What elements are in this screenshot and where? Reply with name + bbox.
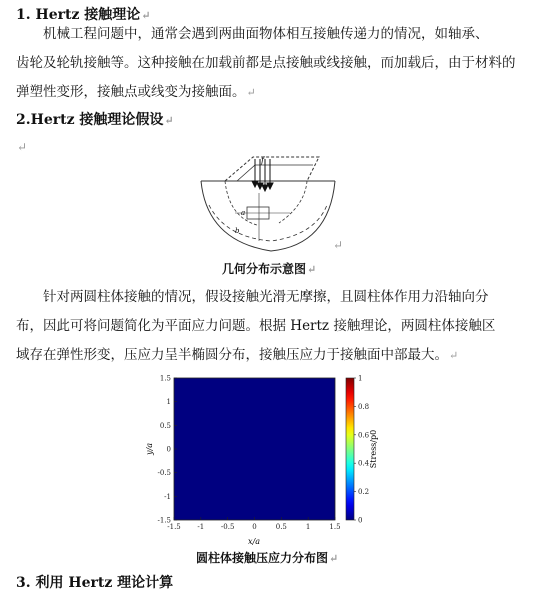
paragraph-mark: ↵	[246, 86, 256, 99]
colorbar-tick-label: 0.6	[358, 431, 370, 440]
paragraph-1	[16, 20, 516, 107]
y-tick-label: 1	[166, 398, 171, 407]
paragraph-mark: ↵	[329, 552, 339, 565]
x-axis-label: x/a	[248, 537, 260, 546]
colorbar	[346, 378, 354, 520]
paragraph-1-line-2: 齿轮及轮轨接触等。这种接触在加载前都是点接触或线接触，而加载后，由于材料的	[16, 55, 516, 71]
x-tick-label: -0.5	[220, 523, 235, 531]
paragraph-mark: ↵	[164, 114, 174, 127]
colorbar-tick-label: 0	[358, 516, 363, 525]
force-label: f	[261, 156, 264, 165]
paragraph-1-line-1: 机械工程问题中，通常会遇到两曲面物体相互接触传递力的情况，如轴承、	[43, 26, 489, 42]
paragraph-2-line-3: 域存在弹性形变，压应力呈半椭圆分布，接触压应力于接触面中部最大。	[16, 347, 448, 363]
paragraph-2-line-1: 针对两圆柱体接触的情况，假设接触光滑无摩擦，且圆柱体作用力沿轴向分	[43, 289, 489, 305]
paragraph-mark: ↵	[307, 263, 317, 276]
colorbar-tick-label: 0.2	[358, 488, 370, 497]
heatmap-plot-area	[174, 378, 335, 520]
paragraph-mark: ↵	[141, 9, 151, 22]
y-tick-label: 0	[166, 445, 171, 454]
y-tick-label: -1	[164, 492, 171, 501]
figure-2-caption: 圆柱体接触压应力分布图↵	[196, 551, 339, 565]
geometry-diagram	[195, 153, 355, 258]
colorbar-tick-label: 0.8	[358, 402, 370, 411]
paragraph-2	[16, 283, 495, 370]
x-tick-label: -1.5	[167, 523, 181, 531]
blank-paragraph-mark: ↵	[17, 140, 28, 154]
paragraph-mark: ↵	[449, 349, 459, 362]
colorbar-tick-label: 1	[358, 374, 363, 383]
y-tick-label: 1.5	[159, 374, 171, 383]
label-b: b	[235, 227, 240, 235]
x-tick-label: 0	[252, 523, 257, 531]
y-axis-label: y/a	[145, 443, 154, 455]
x-tick-label: 1.5	[329, 523, 341, 531]
colorbar-tick-label: 0.4	[358, 459, 370, 468]
y-tick-label: 0.5	[159, 421, 171, 430]
x-tick-label: 1	[305, 523, 311, 531]
y-tick-label: -1.5	[157, 516, 171, 525]
figure-1-mark: ↵	[333, 238, 344, 252]
paragraph-1-line-3: 弹塑性变形，接触点或线变为接触面。	[16, 84, 246, 100]
stress-heatmap-chart	[140, 370, 380, 548]
section-1-heading: 1. Hertz 接触理论↵	[16, 7, 151, 23]
y-tick-label: -0.5	[157, 469, 171, 478]
paragraph-2-line-2: 布，因此可将问题简化为平面应力问题。根据 Hertz 接触理论，两圆柱体接触区	[16, 318, 496, 334]
x-tick-label: 0.5	[275, 523, 287, 531]
section-3-heading-cutoff: 3. 利用 Hertz 理论计算	[16, 575, 174, 591]
x-tick-label: -1	[197, 523, 205, 531]
section-2-heading: 2.Hertz 接触理论假设↵	[16, 112, 174, 128]
label-a: a	[241, 209, 246, 217]
figure-1-caption: 几何分布示意图↵	[222, 262, 317, 276]
colorbar-label: Stress/p0	[369, 429, 378, 469]
